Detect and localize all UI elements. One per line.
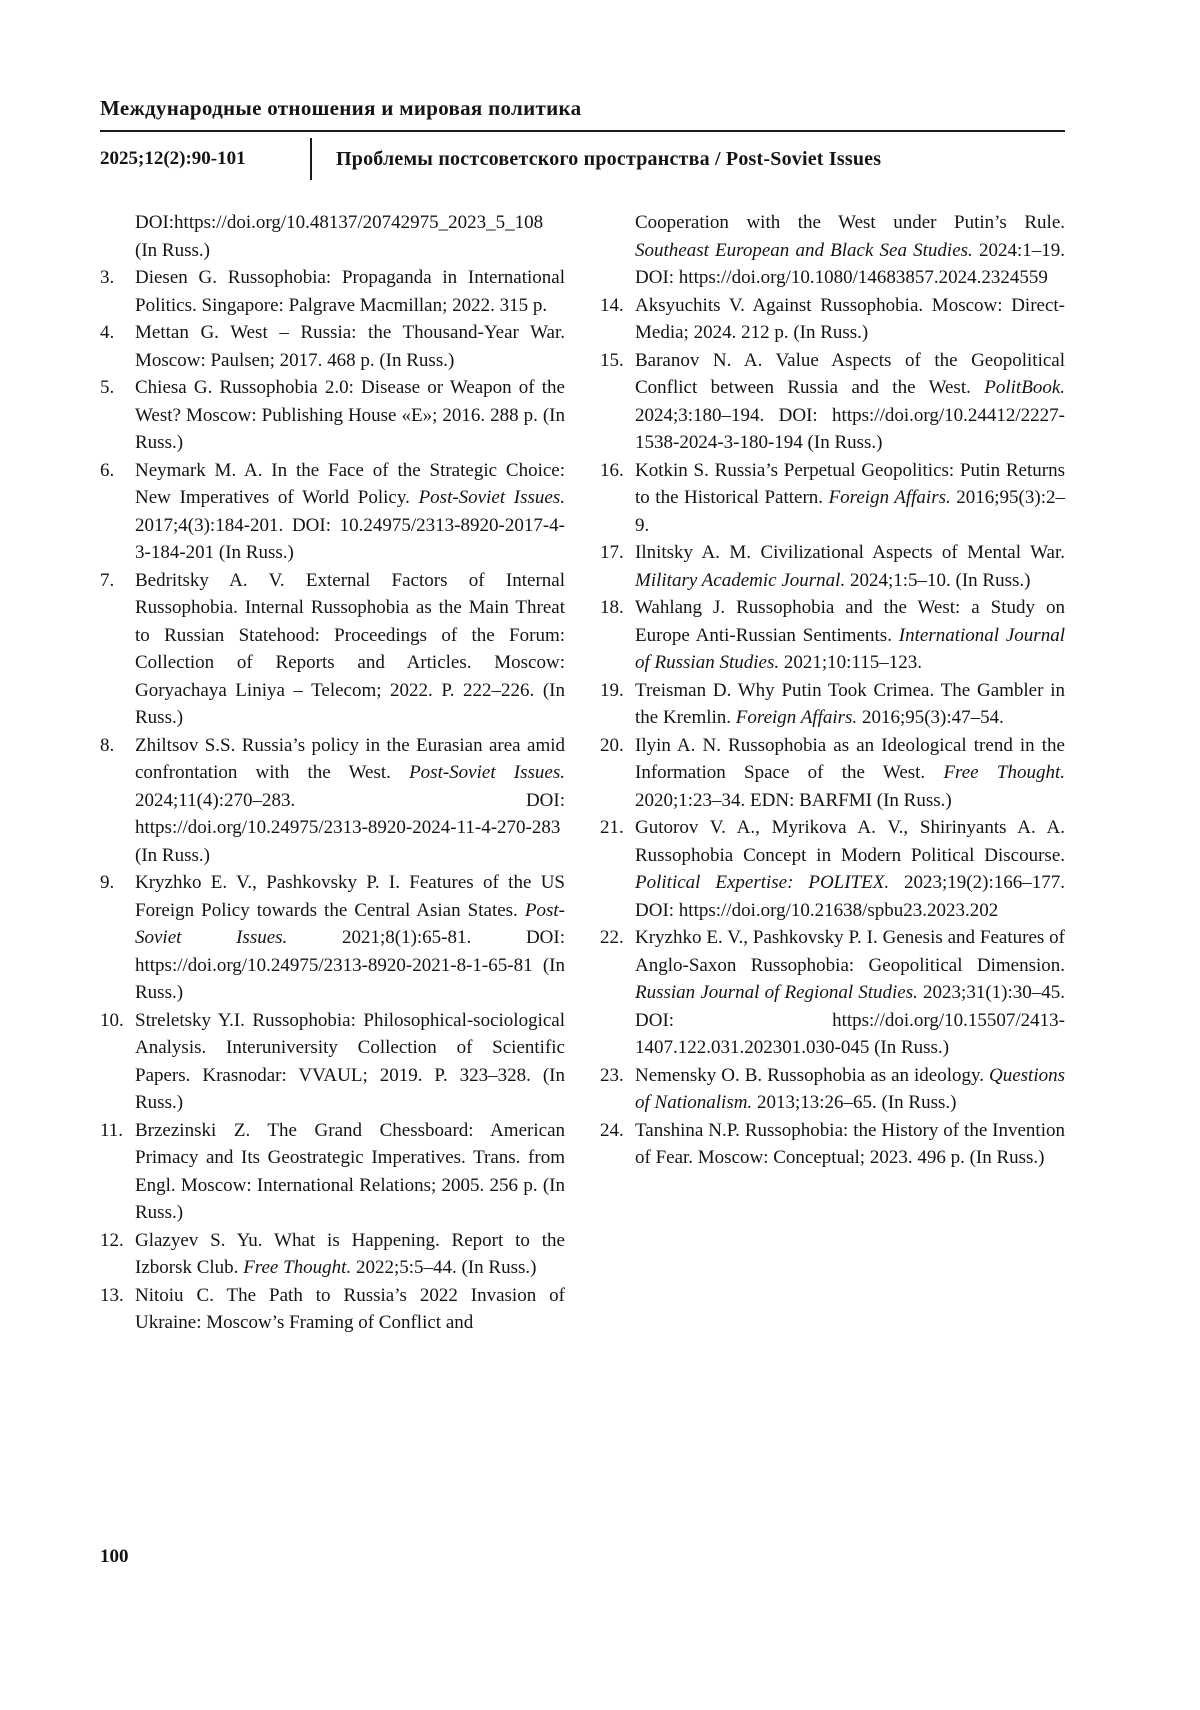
reference-text-segment: Baranov N. A. Value Aspects of the Geopolitical Conflict between Russia and the West. — [635, 349, 1065, 398]
reference-text — [635, 347, 1065, 457]
reference-text — [635, 677, 1065, 732]
header-citation-row — [100, 136, 1065, 182]
journal-name-italic: Political Expertise: POLITEX. — [635, 872, 890, 893]
reference-text — [635, 1117, 1065, 1172]
journal-name-italic: Foreign Affairs. — [828, 487, 951, 508]
journal-name-italic: Foreign Affairs. — [735, 707, 858, 728]
reference-text-segment: 2017;4(3):184-201. DOI: 10.24975/2313-8920-2017-4-3-184-201 (In Russ.) — [135, 514, 565, 563]
reference-text — [135, 457, 565, 567]
reference-text-segment: Ilyin A. N. Russophobia as an Ideological trend in the Information Space of the West. — [635, 734, 1065, 783]
reference-number — [600, 209, 635, 292]
reference-item — [600, 292, 1065, 347]
reference-item — [100, 732, 565, 870]
journal-name-italic: Questions of Nationalism. — [635, 1064, 1065, 1113]
reference-text-segment: Kryzhko E. V., Pashkovsky P. I. Features of the US Foreign Policy towards the Central Asian States. — [135, 872, 565, 921]
journal-name-italic: Russian Journal of Regional Studies. — [635, 982, 918, 1003]
reference-item — [600, 1062, 1065, 1117]
reference-text-segment: Aksyuchits V. Against Russophobia. Moscow: Direct-Media; 2024. 212 p. (In Russ.) — [635, 294, 1065, 343]
reference-number: 24. — [600, 1119, 624, 1141]
reference-text-segment: Cooperation with the West under Putin’s Rule. — [635, 212, 1065, 233]
reference-text-segment: 2024;3:180–194. DOI: https://doi.org/10.24412/2227-1538-2024-3-180-194 (In Russ.) — [635, 404, 1065, 453]
reference-item — [600, 677, 1065, 732]
reference-text-segment: Streletsky Y.I. Russophobia: Philosophical-sociological Analysis. Interuniversity Collection of Scientific Papers. Krasnodar: VVAUL; 2019. P. 323–328. (In Russ.) — [135, 1009, 565, 1113]
reference-item — [100, 209, 565, 264]
reference-item — [600, 539, 1065, 594]
reference-item — [600, 1117, 1065, 1172]
references-column-right — [600, 209, 1065, 1337]
reference-number: 18. — [600, 597, 624, 618]
reference-number: 14. — [600, 294, 624, 316]
references-column-left — [100, 209, 565, 1337]
reference-text-segment: Chiesa G. Russophobia 2.0: Disease or Weapon of the West? Moscow: Publishing House «Е»; 2016. 288 p. (In Russ.) — [135, 377, 565, 453]
reference-text-segment: 2021;8(1):65-81. DOI: https://doi.org/10.24975/2313-8920-2021-8-1-65-81 (In Russ.) — [135, 927, 565, 1003]
reference-item — [100, 1117, 565, 1227]
reference-item — [600, 732, 1065, 815]
reference-number — [100, 209, 135, 264]
reference-text-segment: 2024:1–19. DOI: https://doi.org/10.1080/14683857.2024.2324559 — [635, 239, 1065, 288]
reference-text-segment: Neymark M. A. In the Face of the Strategic Choice: New Imperatives of World Policy. — [135, 459, 565, 508]
reference-text-segment: Wahlang J. Russophobia and the West: a Study on Europe Anti-Russian Sentiments. — [635, 597, 1065, 646]
reference-text — [635, 732, 1065, 815]
reference-number: 13. — [100, 1284, 124, 1306]
reference-text — [635, 539, 1065, 594]
reference-text — [635, 209, 1065, 292]
reference-number: 15. — [600, 349, 624, 371]
reference-number: 11. — [100, 1119, 124, 1141]
page-number: 100 — [100, 1546, 129, 1567]
reference-item — [100, 1007, 565, 1117]
reference-number: 12. — [100, 1229, 124, 1251]
reference-text-segment: 2022;5:5–44. (In Russ.) — [351, 1257, 537, 1278]
reference-item — [600, 594, 1065, 677]
reference-item — [100, 319, 565, 374]
reference-number: 7. — [100, 569, 115, 591]
reference-text — [135, 567, 565, 732]
reference-text-segment: Ilnitsky A. M. Civilizational Aspects of Mental War. — [635, 542, 1065, 563]
issue-citation: 2025;12(2):90-101 — [100, 148, 246, 169]
reference-text-segment: Gutorov V. A., Myrikova A. V., Shirinyants A. A. Russophobia Concept in Modern Political Discourse. — [635, 817, 1065, 866]
reference-item — [600, 457, 1065, 540]
journal-name-italic: Military Academic Journal. — [635, 569, 846, 591]
reference-text — [635, 292, 1065, 347]
reference-text-segment: DOI:https://doi.org/10.48137/20742975_2023_5_108 (In Russ.) — [135, 212, 544, 261]
reference-text-segment: 2021;10:115–123. — [779, 652, 922, 673]
reference-text-segment: Nemensky O. B. Russophobia as an ideology. — [635, 1064, 989, 1086]
reference-text-segment: Nitoiu C. The Path to Russia’s 2022 Invasion of Ukraine: Moscow’s Framing of Conflict and — [135, 1284, 565, 1333]
reference-text-segment: 2023;31(1):30–45. DOI: https://doi.org/10.15507/2413-1407.122.031.202301.030-045 (In Russ.) — [635, 982, 1065, 1058]
journal-section-heading: Международные отношения и мировая политика — [100, 96, 582, 120]
reference-item — [600, 347, 1065, 457]
reference-item — [100, 264, 565, 319]
reference-text — [635, 457, 1065, 540]
reference-item — [100, 374, 565, 457]
journal-name-italic: Free Thought. — [943, 762, 1065, 783]
reference-text — [135, 732, 565, 870]
reference-number: 17. — [600, 542, 624, 563]
reference-text — [635, 814, 1065, 924]
reference-number: 5. — [100, 377, 115, 398]
journal-title: Проблемы постсоветского пространства / Post-Soviet Issues — [336, 147, 882, 170]
reference-item — [100, 567, 565, 732]
reference-text-segment: Brzezinski Z. The Grand Chessboard: American Primacy and Its Geostrategic Imperatives. Trans. from Engl. Moscow: International Relations; 2005. 256 p. (In Russ.) — [135, 1119, 565, 1223]
reference-text — [635, 924, 1065, 1062]
reference-item — [100, 457, 565, 567]
journal-name-italic: Post-Soviet Issues. — [409, 762, 565, 783]
reference-text — [135, 1282, 565, 1337]
reference-item — [600, 209, 1065, 292]
reference-item — [100, 1282, 565, 1337]
reference-text-segment: Diesen G. Russophobia: Propaganda in International Politics. Singapore: Palgrave Macmillan; 2022. 315 p. — [135, 267, 565, 316]
reference-text — [135, 264, 565, 319]
reference-number: 21. — [600, 817, 624, 838]
journal-name-italic: Post-Soviet Issues. — [418, 487, 565, 508]
reference-text-segment: 2016;95(3):2–9. — [635, 487, 1065, 536]
reference-number: 19. — [600, 679, 624, 701]
journal-name-italic: International Journal of Russian Studies. — [635, 624, 1065, 673]
reference-text-segment: Zhiltsov S.S. Russia’s policy in the Eurasian area amid confrontation with the West. — [135, 734, 565, 783]
reference-text-segment: 2020;1:23–34. EDN: BARFMI (In Russ.) — [635, 789, 952, 811]
reference-number: 4. — [100, 322, 115, 343]
journal-name-italic: Free Thought. — [243, 1257, 352, 1278]
reference-number: 20. — [600, 734, 624, 756]
header-rule — [100, 130, 1065, 132]
reference-text-segment: 2024;11(4):270–283. DOI: https://doi.org/10.24975/2313-8920-2024-11-4-270-283 (In Russ.) — [135, 789, 565, 866]
reference-text — [635, 1062, 1065, 1117]
reference-text — [635, 594, 1065, 677]
reference-item — [600, 814, 1065, 924]
reference-number: 16. — [600, 459, 624, 481]
reference-text — [135, 869, 565, 1007]
reference-text — [135, 374, 565, 457]
reference-number: 9. — [100, 872, 115, 893]
reference-item — [100, 1227, 565, 1282]
reference-number: 3. — [100, 267, 115, 288]
reference-text-segment: Treisman D. Why Putin Took Crimea. The Gambler in the Kremlin. — [635, 679, 1065, 728]
reference-text-segment: 2024;1:5–10. (In Russ.) — [845, 569, 1031, 591]
reference-text-segment: Tanshina N.P. Russophobia: the History of the Invention of Fear. Moscow: Conceptual; 2023. 496 p. (In Russ.) — [635, 1119, 1065, 1168]
reference-text-segment: Mettan G. West – Russia: the Thousand-Year War. Moscow: Paulsen; 2017. 468 p. (In Russ.) — [135, 322, 565, 371]
reference-text — [135, 319, 565, 374]
reference-number: 23. — [600, 1064, 624, 1086]
reference-text-segment: Kotkin S. Russia’s Perpetual Geopolitics: Putin Returns to the Historical Pattern. — [635, 459, 1065, 508]
header-divider — [310, 138, 312, 180]
reference-text-segment: 2013;13:26–65. (In Russ.) — [752, 1092, 957, 1113]
journal-name-italic: PolitBook. — [984, 377, 1065, 398]
reference-text — [135, 1117, 565, 1227]
reference-text-segment: Glazyev S. Yu. What is Happening. Report to the Izborsk Club. — [135, 1229, 565, 1278]
reference-number: 6. — [100, 459, 115, 481]
reference-text — [135, 209, 565, 264]
reference-number: 22. — [600, 927, 624, 948]
reference-text-segment: 2023;19(2):166–177. DOI: https://doi.org/10.21638/spbu23.2023.202 — [635, 872, 1065, 921]
reference-text — [135, 1227, 565, 1282]
references-columns — [100, 209, 1065, 1337]
journal-name-italic: Post-Soviet Issues. — [135, 899, 565, 948]
reference-text-segment: Bedritsky A. V. External Factors of Internal Russophobia. Internal Russophobia as the Main Threat to Russian Statehood: Proceedings of the Forum: Collection of Reports and Articles. Moscow: Goryachaya Liniya – Telecom; 2022. P. 222–226. (In Russ.) — [135, 569, 565, 728]
reference-number: 10. — [100, 1009, 124, 1031]
reference-item — [100, 869, 565, 1007]
reference-text-segment: Kryzhko E. V., Pashkovsky P. I. Genesis and Features of Anglo-Saxon Russophobia: Geopolitical Dimension. — [635, 927, 1065, 976]
reference-item — [600, 924, 1065, 1062]
reference-text-segment: 2016;95(3):47–54. — [857, 707, 1004, 728]
reference-number: 8. — [100, 734, 115, 756]
reference-text — [135, 1007, 565, 1117]
journal-name-italic: Southeast European and Black Sea Studies. — [635, 239, 973, 261]
page-header — [100, 96, 1065, 182]
